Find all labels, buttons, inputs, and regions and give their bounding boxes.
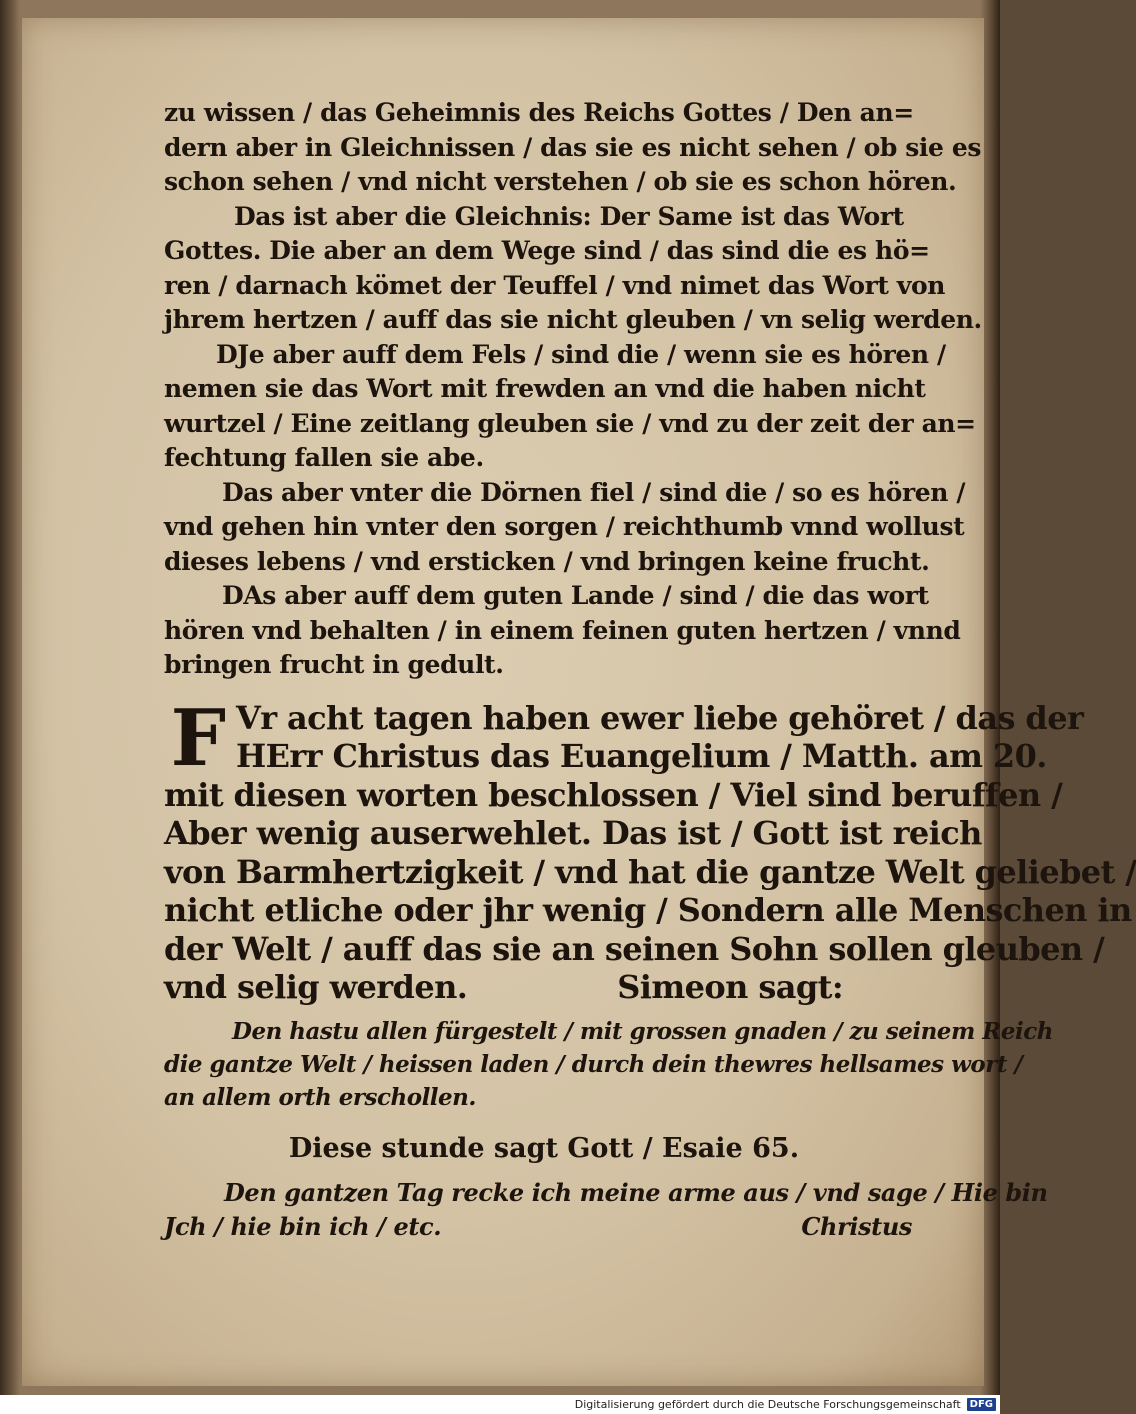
text-line: jhrem hertzen / auff das sie nicht gleuben / vn selig werden. <box>164 305 982 334</box>
text-line <box>164 968 964 1007</box>
text-line: dern aber in Gleichnissen / das sie es nicht sehen / ob sie es <box>164 132 982 162</box>
text-line: schon sehen / vnd nicht verstehen / ob sie es schon hören. <box>164 167 957 196</box>
text-line: die gantze Welt / heissen laden / durch dein thewres hellsames wort / <box>164 1050 1023 1078</box>
text-line: Das aber vnter die Dörnen fiel / sind die / so es hören / <box>222 477 966 507</box>
text-line: Aber wenig auserwehlet. Das ist / Gott ist reich <box>164 814 982 852</box>
simeon-heading: Simeon sagt: <box>617 968 844 1006</box>
text-fragment: Jch / hie bin ich / etc. <box>164 1211 442 1241</box>
text-line: nicht etliche oder jhr wenig / Sondern alle Menschen in <box>164 891 1132 929</box>
text-line: Vr acht tagen haben ewer liebe gehöret / das der <box>236 698 1084 737</box>
sermon-paragraph <box>164 692 1136 1007</box>
hymn-verse <box>164 1015 1053 1114</box>
text-line <box>164 1210 964 1244</box>
text-line: mit diesen worten beschlossen / Viel sind beruffen / <box>164 775 1063 814</box>
text-line: dieses lebens / vnd ersticken / vnd bringen keine frucht. <box>164 546 930 576</box>
text-line: bringen frucht in gedult. <box>164 650 504 679</box>
digitization-footer <box>0 1395 1000 1414</box>
decorated-initial: F <box>170 692 226 784</box>
text-line: DJe aber auff dem Fels / sind die / wenn sie es hören / <box>216 339 946 369</box>
text-line: DAs aber auff dem guten Lande / sind / die das wort <box>222 581 929 610</box>
footer-credit: Digitalisierung gefördert durch die Deutsche Forschungsgemeinschaft <box>574 1398 961 1411</box>
text-line: Das ist aber die Gleichnis: Der Same ist das Wort <box>234 201 904 231</box>
text-line: hören vnd behalten / in einem feinen guten hertzen / vnnd <box>164 615 961 645</box>
text-line: Den gantzen Tag recke ich meine arme aus / vnd sage / Hie bin <box>224 1177 1048 1207</box>
text-line: von Barmhertzigkeit / vnd hat die gantze Welt geliebet / <box>164 852 1136 891</box>
text-line: an allem orth erschollen. <box>164 1083 476 1111</box>
scripture-passage <box>164 96 982 683</box>
dfg-logo-icon: DFG <box>967 1398 996 1411</box>
text-line: vnd gehen hin vnter den sorgen / reichthumb vnnd wollust <box>164 512 965 541</box>
text-line: wurtzel / Eine zeitlang gleuben sie / vnd zu der zeit der an= <box>164 408 976 438</box>
page-content <box>164 96 1136 1244</box>
text-line: ren / darnach kömet der Teuffel / vnd nimet das Wort von <box>164 270 945 300</box>
text-line: fechtung fallen sie abe. <box>164 443 484 472</box>
text-fragment: vnd selig werden. <box>164 968 468 1006</box>
text-line: nemen sie das Wort mit frewden an vnd die haben nicht <box>164 374 926 403</box>
catchword: Christus <box>801 1211 912 1241</box>
text-line: HErr Christus das Euangelium / Matth. am 20. <box>236 737 1047 775</box>
text-line: der Welt / auff das sie an seinen Sohn sollen gleuben / <box>164 929 1105 968</box>
text-line: Den hastu allen fürgestelt / mit grossen gnaden / zu seinem Reich <box>232 1017 1053 1045</box>
book-page <box>22 18 1136 1386</box>
text-line: Gottes. Die aber an dem Wege sind / das sind die es hö= <box>164 236 930 265</box>
esaie-quote <box>164 1176 1048 1244</box>
esaie-heading: Diese stunde sagt Gott / Esaie 65. <box>288 1132 800 1164</box>
text-line: zu wissen / das Geheimnis des Reichs Gottes / Den an= <box>164 98 914 127</box>
